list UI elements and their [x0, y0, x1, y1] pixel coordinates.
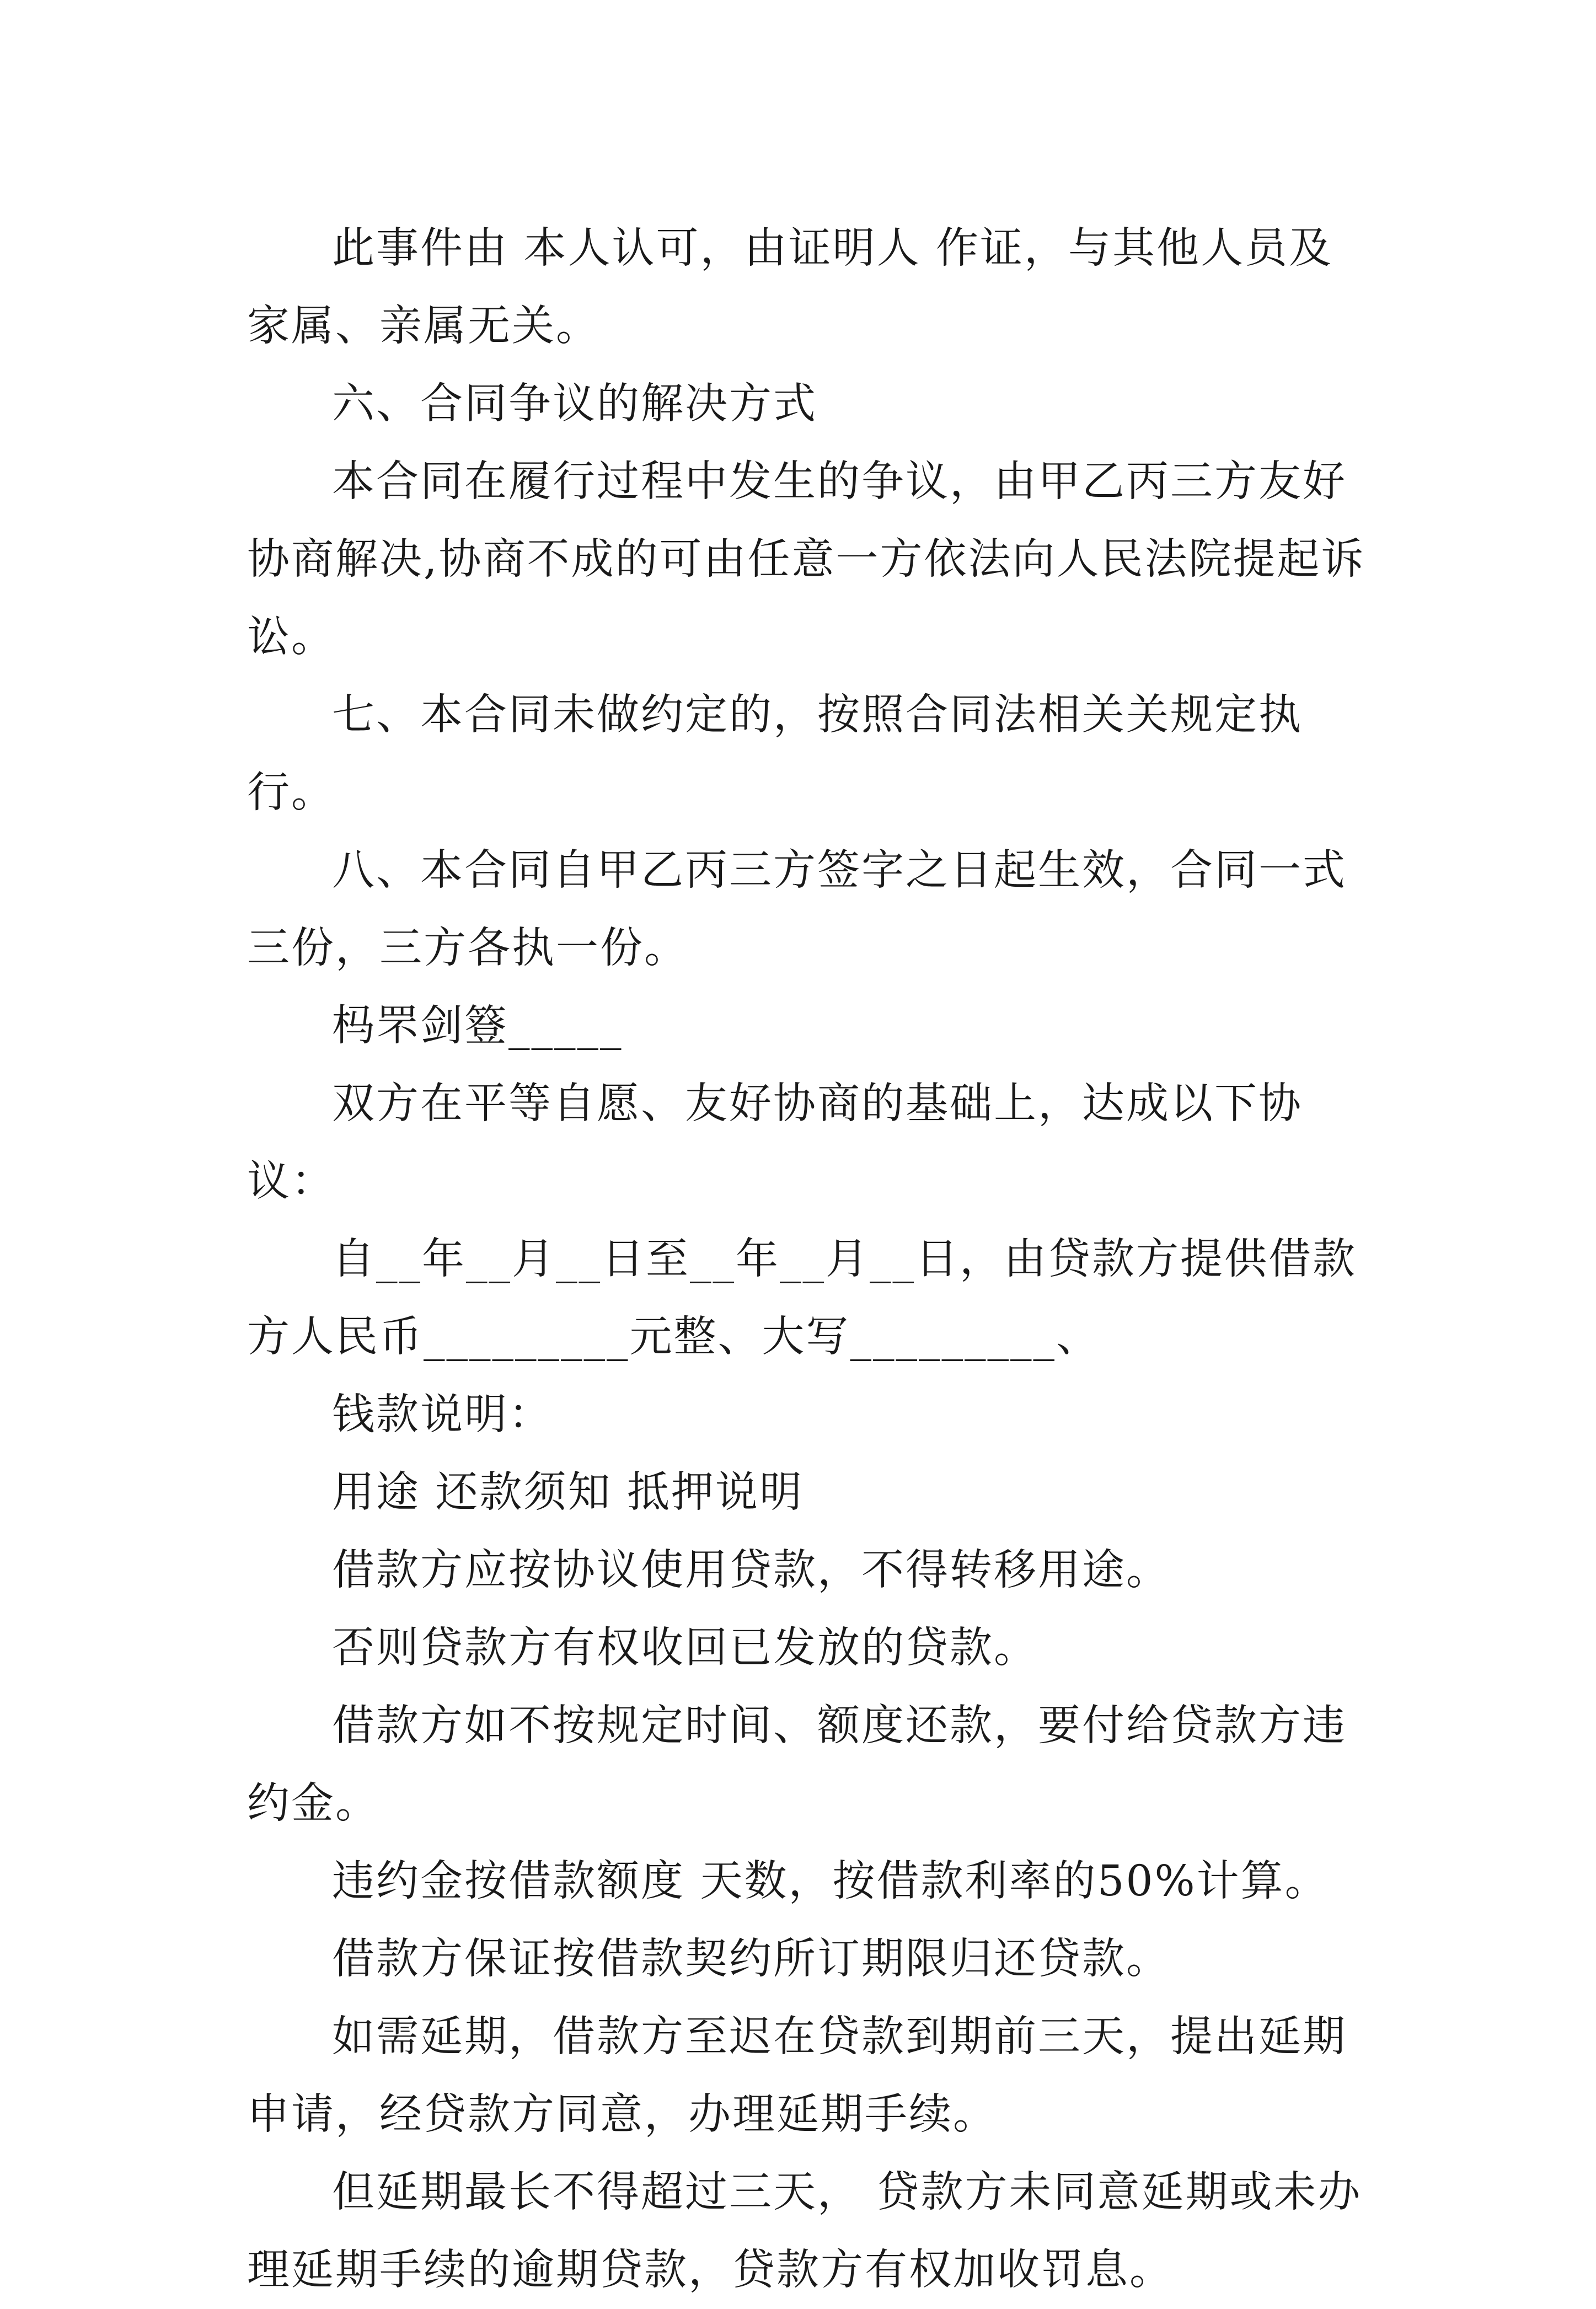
- section-8: 八、本合同自甲乙丙三方签字之日起生效，合同一式三份，三方各执一份。: [247, 846, 1347, 973]
- extension-limit-clause: 但延期最长不得超过三天， 贷款方未同意延期或未办理延期手续的逾期贷款，贷款方有权加收罚息。: [247, 2168, 1362, 2295]
- loan-period-amount: 自__年__月__日至__年__月__日，由贷款方提供借款方人民币_________元整、大写_________、: [247, 1235, 1357, 1362]
- section-heading-6: 六、合同争议的解决方式: [332, 379, 817, 428]
- paragraph-1: 此事件由 本人认可，由证明人 作证，与其他人员及家属、亲属无关。: [247, 224, 1333, 351]
- document-body: [247, 210, 1372, 2309]
- extension-clause: 如需延期，借款方至迟在贷款到期前三天，提出延期申请，经贷款方同意，办理延期手续。: [247, 2012, 1347, 2139]
- agreement-intro: 双方在平等自愿、友好协商的基础上，达成以下协议：: [247, 1079, 1303, 1206]
- penalty-calculation: 违约金按借款额度 天数，按借款利率的50%计算。: [332, 1857, 1329, 1906]
- notes-subheadings: 用途 还款须知 抵押说明: [332, 1468, 804, 1517]
- repayment-guarantee: 借款方保证按借款契约所订期限归还贷款。: [332, 1935, 1170, 1984]
- payment-notes-heading: 钱款说明：: [332, 1390, 553, 1439]
- recall-clause: 否则贷款方有权收回已发放的贷款。: [332, 1624, 1038, 1673]
- penalty-clause: 借款方如不按规定时间、额度还款，要付给贷款方违约金。: [247, 1701, 1347, 1828]
- paragraph-dispute-resolution: 本合同在履行过程中发生的争议，由甲乙丙三方友好协商解决,协商不成的可由任意一方依法向人民法院提起诉讼。: [247, 457, 1365, 662]
- garbled-line: 杩罘剑簦_____: [332, 1001, 623, 1051]
- section-7: 七、本合同未做约定的，按照合同法相关关规定执行。: [247, 690, 1303, 817]
- usage-clause: 借款方应按协议使用贷款，不得转移用途。: [332, 1546, 1170, 1595]
